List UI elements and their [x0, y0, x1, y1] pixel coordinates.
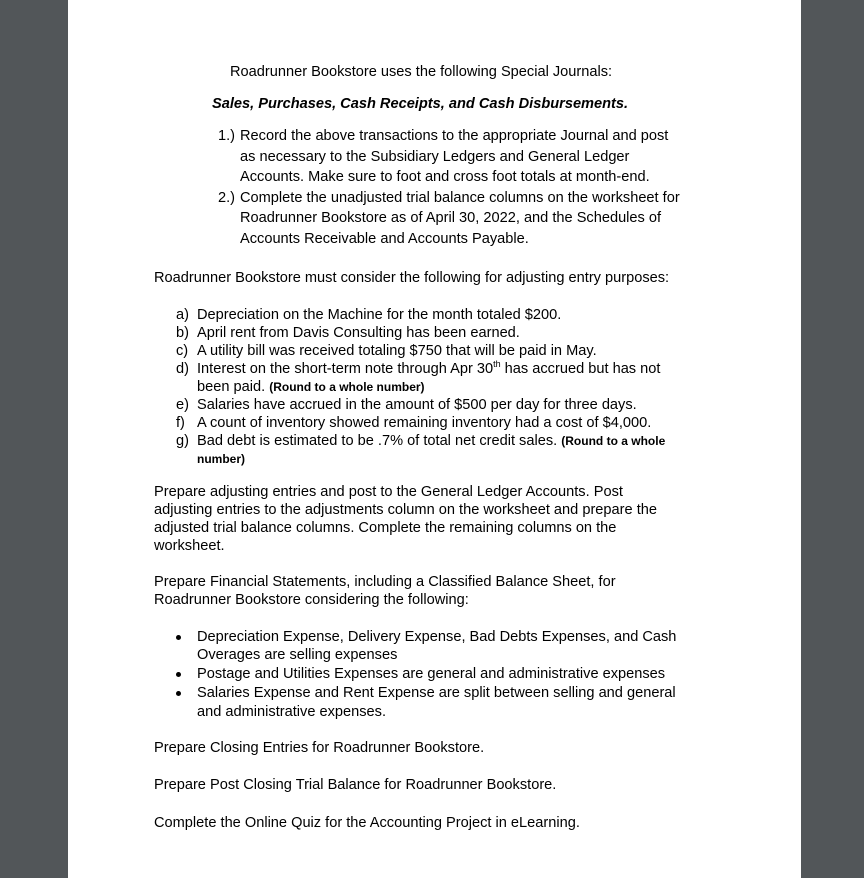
task-number: 2.) — [218, 190, 236, 206]
adjusting-item: A utility bill was received totaling $750 that will be paid in May. — [197, 343, 597, 359]
task-line: Roadrunner Bookstore as of April 30, 2022, and the Schedules of — [240, 210, 662, 226]
bullet-item: Depreciation Expense, Delivery Expense, Bad Debts Expenses, and Cash — [197, 629, 677, 645]
adjusting-item: Interest on the short-term note through Apr 30th has accrued but has not — [197, 359, 661, 377]
bullet-item: Salaries Expense and Rent Expense are split between selling and general — [197, 685, 676, 701]
adjusting-item: A count of inventory showed remaining inventory had a cost of $4,000. — [197, 415, 652, 431]
adjusting-item: Salaries have accrued in the amount of $500 per day for three days. — [197, 397, 637, 413]
list-letter: b) — [176, 325, 189, 341]
paragraph-line: Prepare Financial Statements, including a Classified Balance Sheet, for — [154, 574, 616, 590]
list-letter: g) — [176, 433, 189, 449]
task-line: Complete the unadjusted trial balance columns on the worksheet for — [240, 190, 680, 206]
task-line: Accounts. Make sure to foot and cross foot totals at month-end. — [240, 169, 650, 185]
special-journals-list: Sales, Purchases, Cash Receipts, and Cash Disbursements. — [212, 96, 629, 112]
post-closing-line: Prepare Post Closing Trial Balance for Roadrunner Bookstore. — [154, 777, 557, 793]
bullet-icon — [176, 672, 181, 677]
rounding-note-continued: number) — [197, 452, 245, 466]
adjusting-item-continued: been paid. (Round to a whole number) — [197, 379, 425, 395]
task-line: as necessary to the Subsidiary Ledgers and General Ledger — [240, 149, 630, 165]
task-line: Record the above transactions to the appropriate Journal and post — [240, 128, 669, 144]
task-number: 1.) — [218, 128, 236, 144]
bullet-icon — [176, 691, 181, 696]
bullet-item: Postage and Utilities Expenses are general and administrative expenses — [197, 666, 666, 682]
adjusting-item: April rent from Davis Consulting has been earned. — [197, 325, 520, 341]
quiz-line: Complete the Online Quiz for the Accounting Project in eLearning. — [154, 815, 580, 831]
adjusting-item: Bad debt is estimated to be .7% of total net credit sales. (Round to a whole — [197, 433, 666, 449]
list-letter: d) — [176, 361, 189, 377]
paragraph-line: Prepare adjusting entries and post to the General Ledger Accounts. Post — [154, 484, 623, 500]
adjusting-heading: Roadrunner Bookstore must consider the following for adjusting entry purposes: — [154, 270, 670, 286]
document-page — [68, 0, 801, 878]
bullet-item-continued: and administrative expenses. — [197, 704, 387, 720]
intro-line: Roadrunner Bookstore uses the following Special Journals: — [230, 64, 613, 80]
list-letter: f) — [176, 415, 185, 431]
adjusting-item: Depreciation on the Machine for the month totaled $200. — [197, 307, 562, 323]
list-letter: c) — [176, 343, 189, 359]
paragraph-line: worksheet. — [154, 538, 225, 554]
rounding-note: (Round to a whole number) — [269, 380, 425, 394]
closing-entries-line: Prepare Closing Entries for Roadrunner Bookstore. — [154, 740, 485, 756]
paragraph-line: Roadrunner Bookstore considering the following: — [154, 592, 469, 608]
list-letter: a) — [176, 307, 189, 323]
task-line: Accounts Receivable and Accounts Payable. — [240, 231, 529, 247]
list-letter: e) — [176, 397, 189, 413]
rounding-note: (Round to a whole — [561, 434, 666, 448]
paragraph-line: adjusted trial balance columns. Complete the remaining columns on the — [154, 520, 617, 536]
bullet-icon — [176, 635, 181, 640]
paragraph-line: adjusting entries to the adjustments column on the worksheet and prepare the — [154, 502, 657, 518]
bullet-item-continued: Overages are selling expenses — [197, 647, 398, 663]
